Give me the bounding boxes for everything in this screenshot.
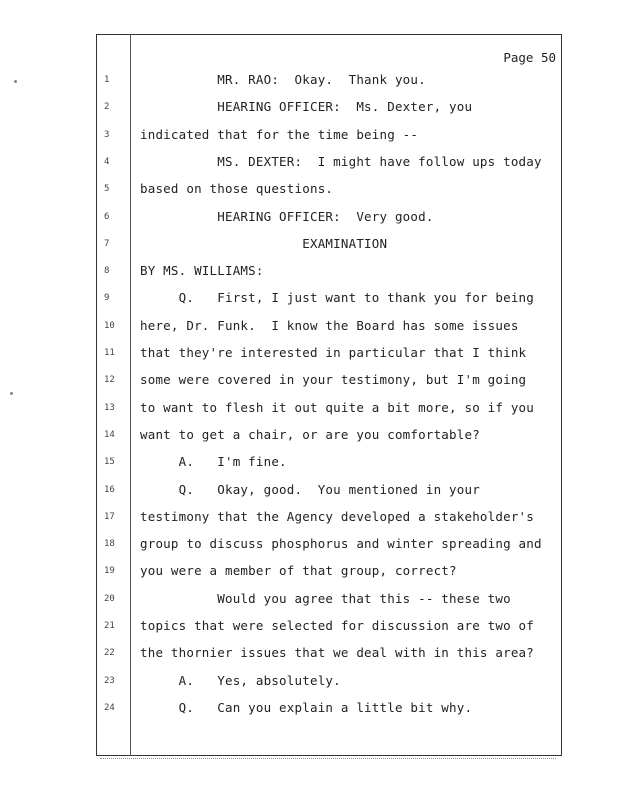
transcript-line: MS. DEXTER: I might have follow ups today — [140, 153, 542, 169]
transcript-line: BY MS. WILLIAMS: — [140, 263, 264, 279]
transcript-line: some were covered in your testimony, but I'm going — [140, 372, 527, 388]
transcript-line: you were a member of that group, correct? — [140, 563, 457, 579]
scan-speck — [14, 80, 17, 83]
transcript-line: Q. Okay, good. You mentioned in your — [140, 481, 480, 497]
scan-speck — [10, 392, 13, 395]
transcript-line: HEARING OFFICER: Very good. — [140, 208, 434, 224]
page-number: Page 50 — [503, 50, 556, 65]
line-number: 24 — [104, 702, 115, 713]
bottom-scan-artifact — [100, 758, 556, 759]
line-number: 1 — [104, 75, 110, 85]
line-number: 6 — [104, 211, 110, 222]
line-number: 14 — [104, 429, 115, 440]
line-number: 23 — [104, 675, 115, 686]
transcript-line: to want to flesh it out quite a bit more, so if you — [140, 399, 535, 415]
transcript-line: A. Yes, absolutely. — [140, 672, 341, 688]
line-number: 20 — [104, 593, 115, 604]
transcript-line: based on those questions. — [140, 181, 334, 197]
line-number: 17 — [104, 511, 115, 522]
line-number: 12 — [104, 375, 115, 386]
transcript-line: EXAMINATION — [140, 235, 388, 251]
transcript-line: A. I'm fine. — [140, 454, 287, 470]
transcript-line: testimony that the Agency developed a stakeholder's — [140, 508, 535, 524]
transcript-line: Q. First, I just want to thank you for being — [140, 290, 535, 306]
transcript-line: the thornier issues that we deal with in this area? — [140, 645, 535, 661]
line-number: 18 — [104, 539, 115, 550]
transcript-line: group to discuss phosphorus and winter spreading and — [140, 536, 542, 552]
transcript-line: HEARING OFFICER: Ms. Dexter, you — [140, 99, 473, 115]
transcript-line: topics that were selected for discussion are two of — [140, 618, 535, 633]
line-number: 7 — [104, 238, 110, 249]
margin-rule — [130, 34, 131, 756]
line-number: 10 — [104, 320, 115, 331]
line-number: 15 — [104, 457, 115, 468]
transcript-line: Q. Can you explain a little bit why. — [140, 699, 473, 715]
line-number: 2 — [104, 102, 110, 113]
line-number: 4 — [104, 156, 110, 167]
line-number: 21 — [104, 621, 115, 631]
line-number: 13 — [104, 402, 115, 413]
transcript-line: Would you agree that this -- these two — [140, 590, 511, 606]
line-number: 19 — [104, 566, 115, 577]
line-number: 8 — [104, 266, 110, 277]
line-number: 16 — [104, 484, 115, 495]
transcript-line: want to get a chair, or are you comfortable? — [140, 426, 480, 442]
transcript-line: here, Dr. Funk. I know the Board has some issues — [140, 317, 519, 333]
line-number: 3 — [104, 129, 110, 140]
line-number: 22 — [104, 648, 115, 659]
transcript-line: that they're interested in particular that I think — [140, 345, 527, 360]
line-number: 11 — [104, 348, 115, 358]
transcript-line: indicated that for the time being -- — [140, 126, 419, 142]
line-number: 9 — [104, 293, 110, 304]
line-number: 5 — [104, 184, 110, 195]
transcript-line: MR. RAO: Okay. Thank you. — [140, 72, 426, 87]
